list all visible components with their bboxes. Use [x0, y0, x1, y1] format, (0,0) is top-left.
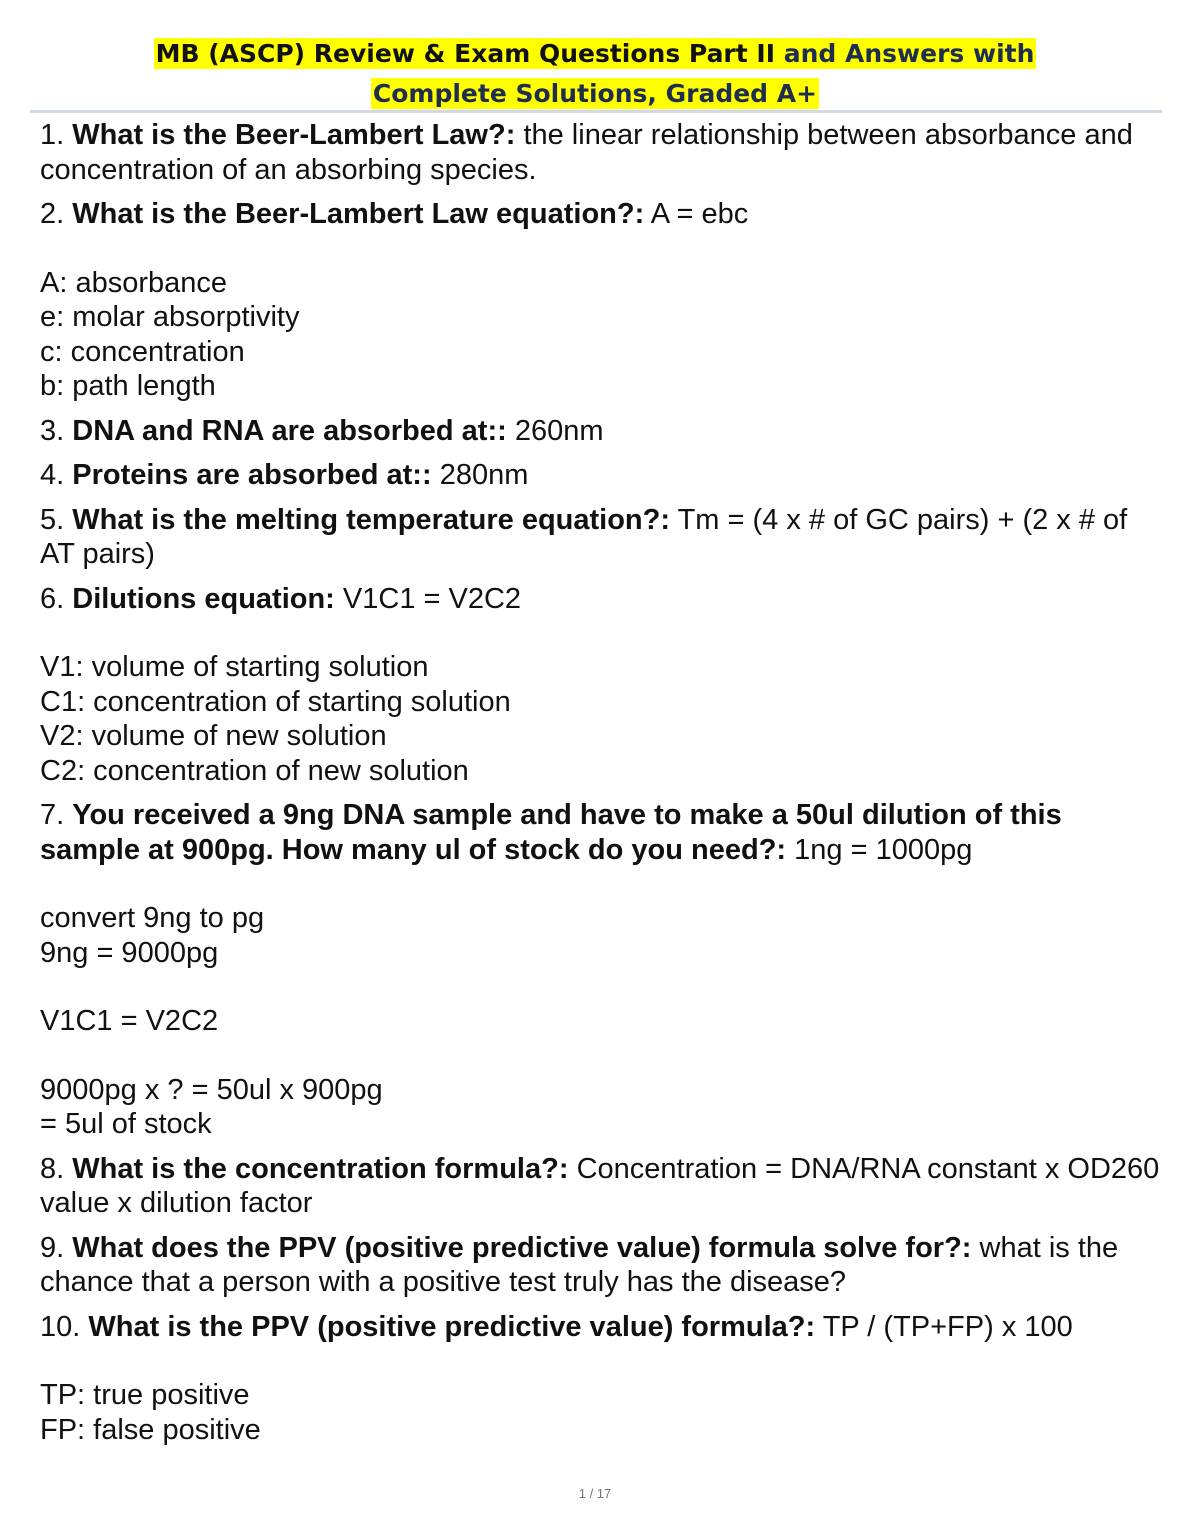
question-text: DNA and RNA are absorbed at:: [72, 414, 507, 447]
question-text: What is the PPV (positive predictive value) formula?: [88, 1310, 816, 1343]
title-rest-text: and Answers with [775, 39, 1035, 68]
detail-line: c: concentration [40, 335, 245, 368]
answer-text: 1ng = 1000pg [794, 833, 973, 866]
qa-item-2 [40, 197, 1160, 404]
detail-line: V1: volume of starting solution [40, 651, 429, 683]
title-line-2 [0, 74, 1190, 114]
answer-text: TP / (TP+FP) x 100 [822, 1310, 1073, 1343]
question-number: 7. [40, 799, 65, 831]
question-text: What is the Beer-Lambert Law equation?: [72, 198, 645, 230]
step-line: = 5ul of stock [40, 1108, 212, 1140]
question-number: 5. [40, 503, 65, 536]
detail-line: V2: volume of new solution [40, 720, 387, 752]
answer-text: what is the chance that a person with a positive test truly has the disease? [40, 1231, 1119, 1298]
answer-text: Tm = (4 x # of GC pairs) + (2 x # of AT pairs) [40, 503, 1128, 570]
detail-line: TP: true positive [40, 1379, 250, 1411]
detail-line: b: path length [40, 370, 216, 402]
answer-text: V1C1 = V2C2 [342, 582, 522, 615]
qa-list [40, 118, 1160, 1457]
qa-item-4 [40, 458, 1160, 493]
qa-item-1 [40, 118, 1160, 187]
question-number: 10. [40, 1310, 81, 1343]
qa-item-5 [40, 503, 1160, 572]
step-line: V1C1 = V2C2 [40, 1005, 219, 1037]
answer-text: 260nm [514, 414, 604, 447]
question-text: Dilutions equation: [72, 582, 335, 615]
question-text: What is the concentration formula?: [72, 1152, 569, 1185]
qa-item-3 [40, 414, 1160, 449]
qa-item-6 [40, 582, 1160, 789]
detail-line: C1: concentration of starting solution [40, 685, 511, 718]
answer-text: the linear relationship between absorbance and concentration of an absorbing species. [40, 119, 1133, 186]
detail-line: FP: false positive [40, 1413, 261, 1446]
page-indicator: 1 / 17 [578, 1486, 612, 1501]
question-number: 8. [40, 1152, 65, 1185]
detail-line: C2: concentration of new solution [40, 754, 469, 787]
question-number: 2. [40, 198, 65, 230]
answer-text: Concentration = DNA/RNA constant x OD260 value x dilution factor [40, 1152, 1160, 1219]
question-text: What does the PPV (positive predictive value) formula solve for?: [72, 1231, 972, 1264]
detail-line: A: absorbance [40, 266, 228, 299]
question-number: 1. [40, 119, 65, 151]
document-title [0, 34, 1190, 114]
title-line-1 [0, 34, 1190, 74]
step-line: 9000pg x ? = 50ul x 900pg [40, 1073, 383, 1106]
qa-item-9 [40, 1231, 1160, 1300]
question-number: 6. [40, 582, 65, 615]
question-number: 3. [40, 414, 65, 447]
title-divider [30, 110, 1162, 113]
question-text: Proteins are absorbed at:: [72, 459, 432, 491]
answer-text: 280nm [439, 459, 529, 491]
detail-line: e: molar absorptivity [40, 301, 300, 333]
step-line: 9ng = 9000pg [40, 936, 219, 969]
qa-item-10 [40, 1310, 1160, 1448]
question-number: 9. [40, 1231, 65, 1264]
answer-text: A = ebc [650, 198, 749, 230]
question-text: What is the melting temperature equation?: [72, 503, 671, 536]
title-subtitle-text: Complete Solutions, Graded A+ [372, 79, 818, 108]
title-highlight-text: MB (ASCP) Review & Exam Questions Part II [155, 39, 776, 68]
qa-item-7 [40, 798, 1160, 1142]
question-text: What is the Beer-Lambert Law?: [72, 119, 516, 151]
question-text: You received a 9ng DNA sample and have to make a 50ul dilution of this sample at 900pg. How many ul of stock do you need?: [40, 799, 1062, 866]
qa-item-8 [40, 1152, 1160, 1221]
step-line: convert 9ng to pg [40, 902, 265, 934]
question-number: 4. [40, 459, 65, 491]
